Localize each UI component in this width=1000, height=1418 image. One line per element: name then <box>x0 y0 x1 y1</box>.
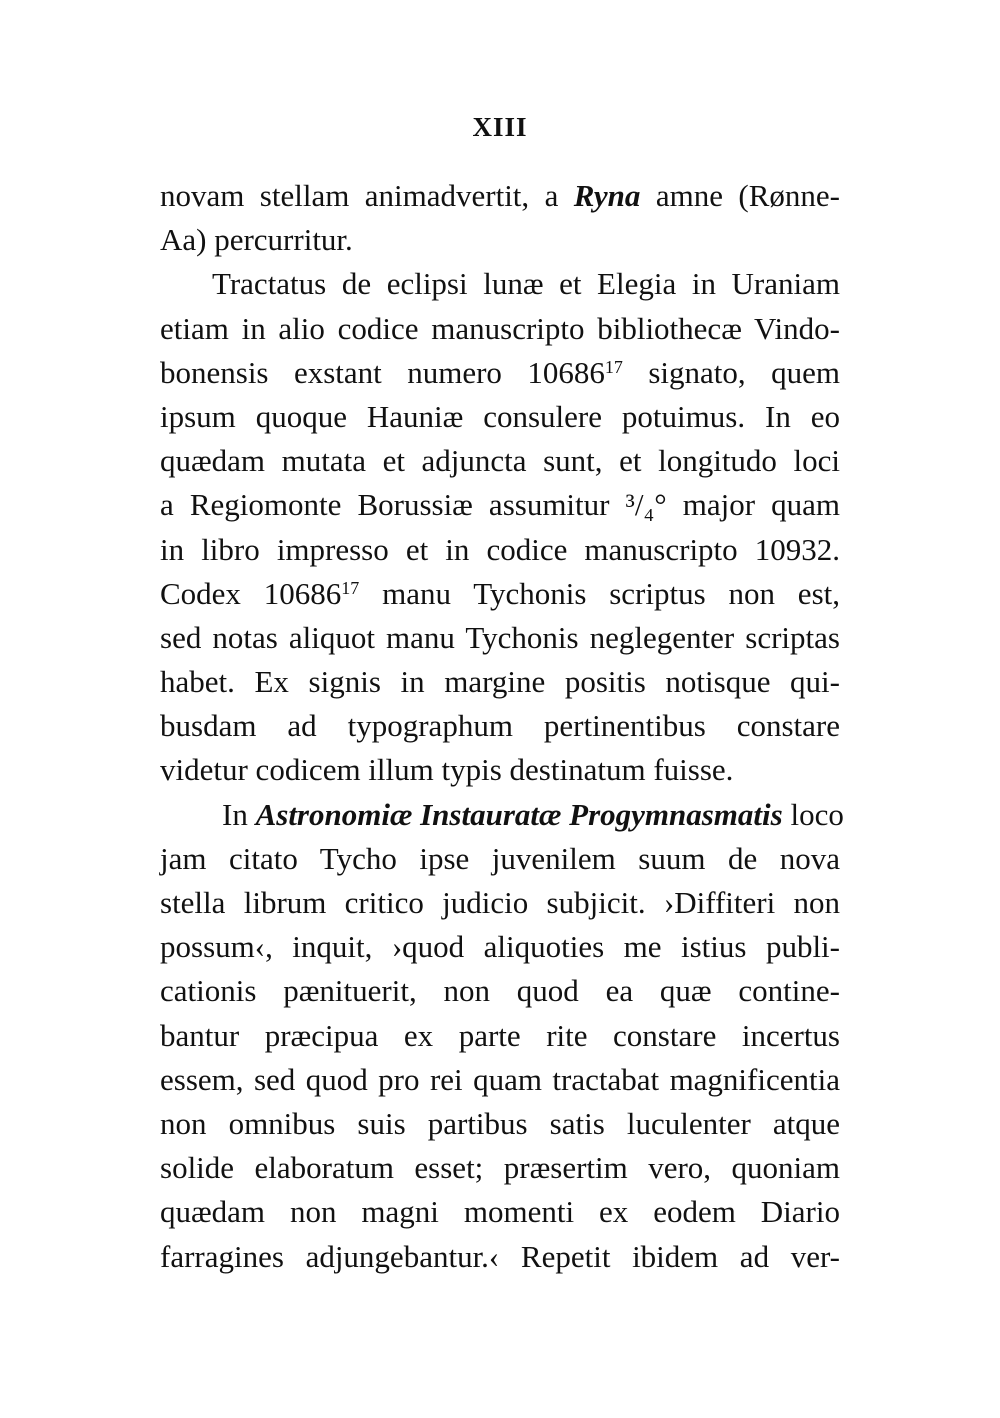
text-line: non omnibus suis partibus satis luculenter atque <box>160 1105 840 1141</box>
text-line: Codex 10686$^{17}$ manu Tychonis scriptus non est, <box>160 575 840 611</box>
text-line: bantur præcipua ex parte rite constare incertus <box>160 1017 840 1053</box>
italic-place-name: Ryna <box>573 178 641 213</box>
text-line: bonensis exstant numero 10686$^{17}$ signato, quem <box>160 354 841 390</box>
body-text <box>160 174 844 1279</box>
paragraph-start-line: In Astronomiæ Instauratæ Progymnasmatis loco <box>222 796 844 832</box>
text-line: in libro impresso et in codice manuscripto 10932. <box>160 531 840 567</box>
text-line: stella librum critico judicio subjicit. ›Diffiteri non <box>160 885 840 920</box>
superscript: 17 <box>604 356 623 377</box>
text-line: a Regiomonte Borussiæ assumitur ³/₄° major quam <box>160 487 840 523</box>
text-line: sed notas aliquot manu Tychonis neglegenter scriptas <box>160 619 840 655</box>
text-line: farragines adjungebantur.‹ Repetit ibidem ad ver- <box>160 1238 840 1274</box>
text-line: Aa) percurritur. <box>160 222 353 258</box>
text-line: habet. Ex signis in margine positis notisque qui- <box>160 664 840 700</box>
text-line: quædam mutata et adjuncta sunt, et longitudo loci <box>160 443 840 479</box>
text-line: essem, sed quod pro rei quam tractabat magnificentia <box>160 1061 840 1097</box>
text-line: busdam ad typographum pertinentibus constare <box>160 708 840 744</box>
text-line: cationis pænituerit, non quod ea quæ contine- <box>160 973 840 1009</box>
text-line: etiam in alio codice manuscripto bibliothecæ Vindo- <box>160 310 840 346</box>
text-line: quædam non magni momenti ex eodem Diario <box>160 1194 840 1230</box>
italic-book-title: Astronomiæ Instauratæ Progymnasmatis <box>255 796 783 832</box>
superscript: 17 <box>341 577 360 598</box>
text-line: ipsum quoque Hauniæ consulere potuimus. In eo <box>160 398 840 434</box>
paragraph-start-line: Tractatus de eclipsi lunæ et Elegia in Uraniam <box>212 266 840 302</box>
text-line: solide elaboratum esset; præsertim vero, quoniam <box>160 1150 840 1186</box>
text-line: jam citato Tycho ipse juvenilem suum de nova <box>160 840 840 876</box>
text-line: videtur codicem illum typis destinatum fuisse. <box>160 752 734 788</box>
text-line: novam stellam animadvertit, a Ryna amne (Rønne- <box>160 178 840 213</box>
page-number: XIII <box>472 112 528 142</box>
text-line: possum‹, inquit, ›quod aliquoties me istius publi- <box>160 929 840 965</box>
